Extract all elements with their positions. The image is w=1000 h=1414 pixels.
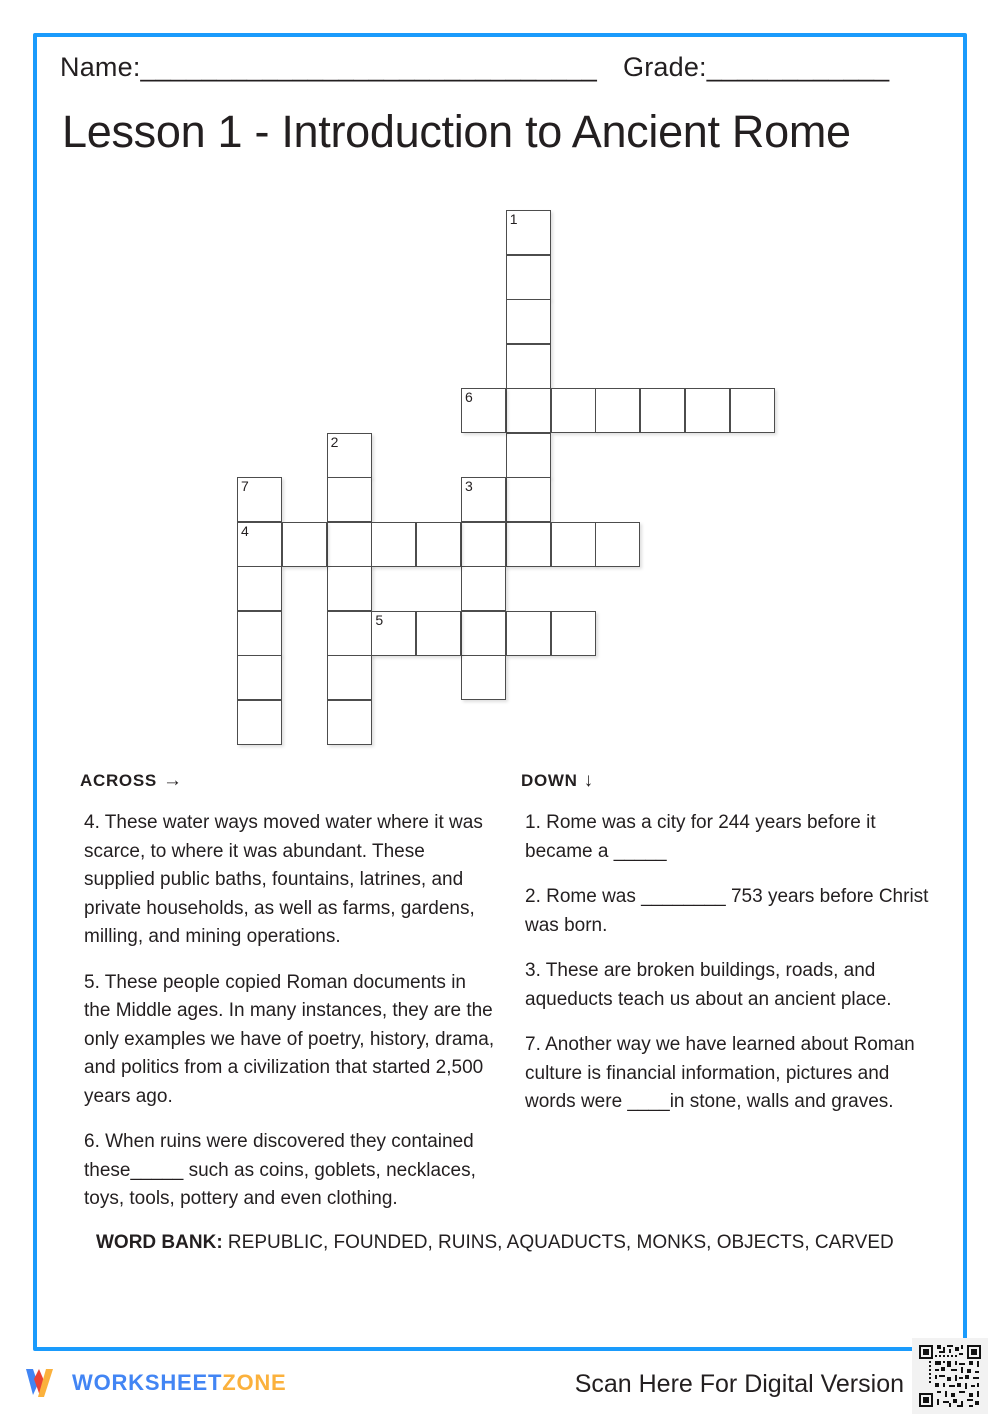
crossword-cell[interactable] [282, 522, 327, 567]
crossword-cell[interactable] [237, 611, 282, 656]
crossword-cell[interactable] [640, 388, 685, 433]
name-grade-row [60, 52, 940, 83]
clue-down-1: 1. Rome was a city for 244 years before it became a _____ [525, 812, 876, 862]
across-heading-label: ACROSS [80, 771, 157, 790]
word-bank-label: WORD BANK: [96, 1232, 223, 1253]
clue-across-6: 6. When ruins were discovered they contained these_____ such as coins, goblets, necklaces, toys, tools, pottery and even clothing. [84, 1131, 476, 1209]
footer [0, 1352, 1000, 1414]
crossword-cell[interactable] [461, 655, 506, 700]
crossword-cell[interactable] [327, 522, 372, 567]
clue-down-3: 3. These are broken buildings, roads, and aqueducts teach us about an ancient place. [525, 960, 892, 1010]
crossword-cell[interactable] [595, 522, 640, 567]
crossword-cell[interactable] [327, 433, 372, 478]
crossword-cell[interactable] [416, 522, 461, 567]
worksheet-zone-logo[interactable] [24, 1366, 287, 1400]
grade-label: Grade: [623, 52, 707, 82]
crossword-cell[interactable] [461, 388, 506, 433]
crossword-clue-number-3: 3 [465, 478, 473, 494]
logo-text-secondary: ZONE [222, 1370, 287, 1395]
crossword-cell[interactable] [551, 522, 596, 567]
crossword-cell[interactable] [327, 655, 372, 700]
clue-across-4: 4. These water ways moved water where it was scarce, to where it was abundant. These supplied public baths, fountains, latrines, and private households, as well as farms, gardens, milling, and mining operations. [84, 812, 483, 947]
down-heading-label: DOWN [521, 771, 578, 790]
arrow-down-icon: ↓ [583, 770, 594, 791]
crossword-cell[interactable] [506, 522, 551, 567]
across-heading [80, 770, 500, 792]
crossword-cell[interactable] [551, 388, 596, 433]
logo-text [72, 1370, 287, 1396]
crossword-cell[interactable] [327, 700, 372, 745]
crossword-cell[interactable] [237, 522, 282, 567]
crossword-cell[interactable] [730, 388, 775, 433]
crossword-cell[interactable] [506, 388, 551, 433]
grade-blank-line[interactable]: ____________ [706, 52, 890, 82]
name-blank-line[interactable]: ______________________________ [140, 52, 598, 82]
crossword-cell[interactable] [506, 299, 551, 344]
qr-code-icon[interactable] [912, 1338, 988, 1414]
crossword-cell[interactable] [685, 388, 730, 433]
crossword-cell[interactable] [506, 344, 551, 389]
logo-w-icon [24, 1366, 62, 1400]
crossword-clue-number-5: 5 [375, 611, 384, 628]
crossword-cell[interactable] [506, 477, 551, 522]
crossword-cell[interactable] [237, 700, 282, 745]
crossword-clue-number-7: 7 [241, 478, 249, 494]
logo-text-primary: WORKSHEET [72, 1370, 223, 1395]
crossword-clue-number-2: 2 [330, 433, 339, 450]
crossword-clue-number-4: 4 [241, 522, 249, 539]
crossword-cell[interactable] [595, 388, 640, 433]
crossword-cell[interactable] [506, 210, 551, 255]
crossword-cell[interactable] [461, 566, 506, 611]
crossword-cell[interactable] [506, 255, 551, 300]
crossword-cell[interactable] [327, 611, 372, 656]
crossword-cell[interactable] [506, 433, 551, 478]
name-label: Name: [60, 52, 141, 82]
clue-down-2: 2. Rome was ________ 753 years before Christ was born. [525, 886, 929, 936]
word-bank [96, 1232, 894, 1254]
crossword-cell[interactable] [416, 611, 461, 656]
crossword-cell[interactable] [551, 611, 596, 656]
down-heading [521, 770, 941, 792]
across-clues-column [80, 770, 500, 1214]
word-bank-words: REPUBLIC, FOUNDED, RUINS, AQUADUCTS, MONKS, OBJECTS, CARVED [222, 1232, 894, 1253]
clue-down-7: 7. Another way we have learned about Roman culture is financial information, pictures and words were ____in stone, walls and graves. [525, 1034, 915, 1112]
crossword-cell[interactable] [327, 566, 372, 611]
crossword-clue-number-1: 1 [509, 211, 518, 227]
clue-across-5: 5. These people copied Roman documents in the Middle ages. In many instances, they are the only examples we have of poetry, history, drama, and politics from a civilization that started 2,500 years ago. [84, 971, 495, 1107]
crossword-clue-number-6: 6 [465, 389, 473, 405]
crossword-cell[interactable] [461, 522, 506, 567]
scan-instruction-text: Scan Here For Digital Version [574, 1370, 904, 1398]
crossword-cell[interactable] [461, 477, 506, 522]
crossword-cell[interactable] [327, 477, 372, 522]
crossword-cell[interactable] [371, 611, 416, 656]
crossword-cell[interactable] [237, 477, 282, 522]
arrow-right-icon: → [162, 770, 183, 791]
crossword-cell[interactable] [237, 566, 282, 611]
crossword-cell[interactable] [506, 611, 551, 656]
crossword-cell[interactable] [461, 611, 506, 656]
crossword-cell[interactable] [237, 655, 282, 700]
crossword-cell[interactable] [371, 522, 416, 567]
page-title: Lesson 1 - Introduction to Ancient Rome [62, 106, 851, 157]
down-clues-column [521, 770, 941, 1117]
